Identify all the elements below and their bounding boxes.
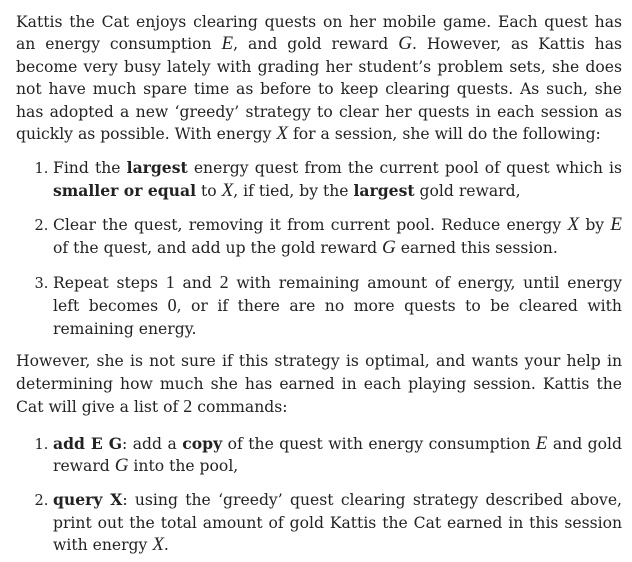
command-text: into the pool, xyxy=(128,456,239,475)
para2-text-2: commands: xyxy=(192,398,288,417)
number: 2 xyxy=(183,396,193,417)
step-text: and xyxy=(174,274,220,293)
variable-e: E xyxy=(221,33,234,55)
commands-intro-paragraph xyxy=(16,350,622,418)
step-text: Clear the quest, removing it from current pool. Reduce energy xyxy=(53,216,568,235)
intro-text-3: . However, as Kattis has become very busy lately with grading her student’s problem sets, she does not have much spare time as before to keep clearing quests. As such, she has adopted a new ‘greedy’ strategy to clear her quests in each session as quickly as possible. With energy xyxy=(16,35,622,144)
step-text: earned this session. xyxy=(395,238,558,257)
number: 1 xyxy=(165,272,175,293)
step-item xyxy=(53,271,622,340)
command-text: : using the ‘greedy’ quest clearing strategy described above, print out the total amount of gold Kattis the Cat earned in this session with energy xyxy=(53,491,623,555)
intro-text-1: Kattis the Cat enjoys clearing quests on her mobile game. Each quest has an energy consumption xyxy=(16,13,622,54)
command-item xyxy=(53,489,622,556)
para2-text-1: However, she is not sure if this strategy is optimal, and wants your help in determining how much she has earned in each playing session. Kattis the Cat will give a list of xyxy=(16,352,622,417)
step-text: to xyxy=(196,181,222,200)
step-bold: smaller or equal xyxy=(53,180,197,200)
command-text: : add a xyxy=(122,434,183,453)
variable-x: X xyxy=(567,214,580,236)
step-text: energy quest from the current pool of quest which is xyxy=(187,159,622,178)
step-text: Repeat steps xyxy=(53,274,166,293)
command-text: . xyxy=(163,536,169,555)
command-item xyxy=(53,433,622,478)
command-text: of the quest with energy consumption xyxy=(222,434,536,453)
variable-g: G xyxy=(114,454,129,476)
step-bold: largest xyxy=(126,158,188,178)
command-bold: copy xyxy=(182,433,223,453)
variable-x: X xyxy=(276,123,288,145)
step-text: Find the xyxy=(53,159,127,178)
step-text: with remaining amount of energy, until energy left becomes xyxy=(53,274,622,316)
strategy-steps-list xyxy=(16,157,622,340)
commands-list xyxy=(16,433,622,557)
number: 2 xyxy=(219,272,229,293)
step-text: by xyxy=(579,216,611,235)
step-text: of the quest, and add up the gold reward xyxy=(53,238,383,257)
variable-g: G xyxy=(382,236,396,258)
command-name: add E G xyxy=(53,433,123,453)
variable-x: X xyxy=(152,534,164,556)
step-text: , or if there are no more quests to be cleared with remaining energy. xyxy=(53,297,622,338)
number: 0 xyxy=(167,295,177,316)
variable-x: X xyxy=(221,179,234,201)
command-name: query X xyxy=(53,490,123,510)
step-item xyxy=(53,157,622,202)
command-text: and gold reward xyxy=(53,434,622,475)
step-item xyxy=(53,214,622,259)
step-bold: largest xyxy=(353,180,415,200)
variable-e: E xyxy=(610,214,622,236)
step-text: gold reward, xyxy=(414,181,521,200)
intro-text-4: for a session, she will do the following: xyxy=(288,125,601,144)
step-text: , if tied, by the xyxy=(233,181,354,200)
variable-e: E xyxy=(535,432,548,454)
intro-paragraph xyxy=(16,11,622,145)
intro-text-2: , and gold reward xyxy=(233,35,399,54)
variable-g: G xyxy=(398,33,412,55)
